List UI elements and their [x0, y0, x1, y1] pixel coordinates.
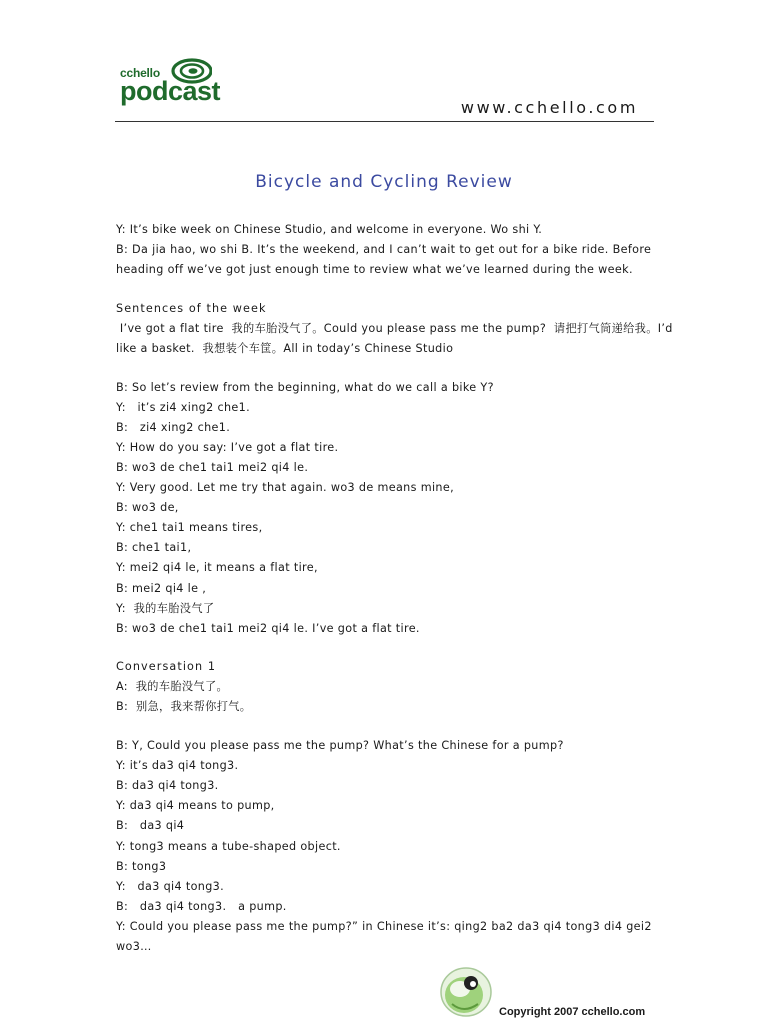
copyright-text: Copyright 2007 cchello.com	[499, 1006, 646, 1018]
dialogue-line: B: da3 qi4	[116, 819, 185, 833]
dialogue-line: B: 别急，我来帮你打气。	[116, 700, 252, 714]
body-line: heading off we’ve got just enough time to review what we’ve learned during the week.	[116, 263, 633, 277]
body-line: Y: It’s bike week on Chinese Studio, and welcome in everyone. Wo shi Y.	[116, 223, 543, 236]
paragraph-gap	[116, 359, 656, 378]
header-divider	[115, 121, 654, 122]
dialogue-line: B: tong3	[116, 859, 167, 873]
body-line: I’ve got a flat tire 我的车胎没气了。Could you please pass me the pump? 请把打气筒递给我。I’d	[116, 321, 673, 335]
dialogue-line: B: wo3 de che1 tai1 mei2 qi4 le.	[116, 460, 309, 474]
dialogue-line: B: mei2 qi4 le ,	[116, 581, 207, 595]
paragraph-gap	[116, 639, 656, 658]
dialogue-line: B: wo3 de,	[116, 501, 179, 515]
dialogue-line: Y: it’s da3 qi4 tong3.	[116, 759, 239, 773]
dialogue-line: B: da3 qi4 tong3. a pump.	[116, 899, 287, 913]
cchello-podcast-logo	[120, 58, 230, 112]
dialogue-line: Y: Very good. Let me try that again. wo3 de means mine,	[116, 481, 454, 495]
section-heading-conversation: Conversation 1	[116, 660, 217, 674]
dialogue-line: Y: 我的车胎没气了	[116, 601, 215, 615]
logo-small-text: cchello	[120, 66, 160, 80]
body-line: B: Da jia hao, wo shi B. It’s the weekend, and I can’t wait to get out for a bike ride. Before	[116, 243, 652, 257]
dialogue-line: B: wo3 de che1 tai1 mei2 qi4 le. I’ve got a flat tire.	[116, 621, 420, 635]
dialogue-line: Y: mei2 qi4 le, it means a flat tire,	[116, 561, 318, 575]
document-title: Bicycle and Cycling Review	[255, 172, 513, 192]
dialogue-line: Y: Could you please pass me the pump?” in Chinese it’s: qing2 ba2 da3 qi4 tong3 di4 gei2	[116, 919, 652, 933]
mascot-logo-icon	[438, 964, 494, 1018]
dialogue-line: Y: da3 qi4 tong3.	[116, 879, 225, 893]
logo-big-text: podcast	[120, 76, 221, 106]
document-body	[116, 220, 673, 957]
dialogue-line: Y: tong3 means a tube-shaped object.	[116, 839, 341, 853]
dialogue-line: wo3…	[116, 940, 152, 953]
dialogue-line: Y: it’s zi4 xing2 che1.	[116, 400, 251, 414]
paragraph-gap	[116, 718, 656, 737]
dialogue-line: Y: che1 tai1 means tires,	[116, 521, 263, 535]
body-line: like a basket. 我想装个车筐。All in today’s Chinese Studio	[116, 341, 454, 355]
dialogue-line: A: 我的车胎没气了。	[116, 680, 229, 694]
dialogue-line: Y: How do you say: I’ve got a flat tire.	[116, 440, 339, 454]
dialogue-line: B: Y, Could you please pass me the pump? What’s the Chinese for a pump?	[116, 739, 564, 753]
dialogue-line: B: zi4 xing2 che1.	[116, 420, 231, 434]
section-heading-sentences: Sentences of the week	[116, 301, 267, 315]
paragraph-gap	[116, 280, 656, 299]
dialogue-line: B: da3 qi4 tong3.	[116, 779, 219, 793]
site-url: www.cchello.com	[460, 98, 638, 117]
dialogue-line: B: So let’s review from the beginning, what do we call a bike Y?	[116, 380, 494, 394]
dialogue-line: B: che1 tai1,	[116, 541, 192, 555]
dialogue-line: Y: da3 qi4 means to pump,	[116, 799, 275, 813]
